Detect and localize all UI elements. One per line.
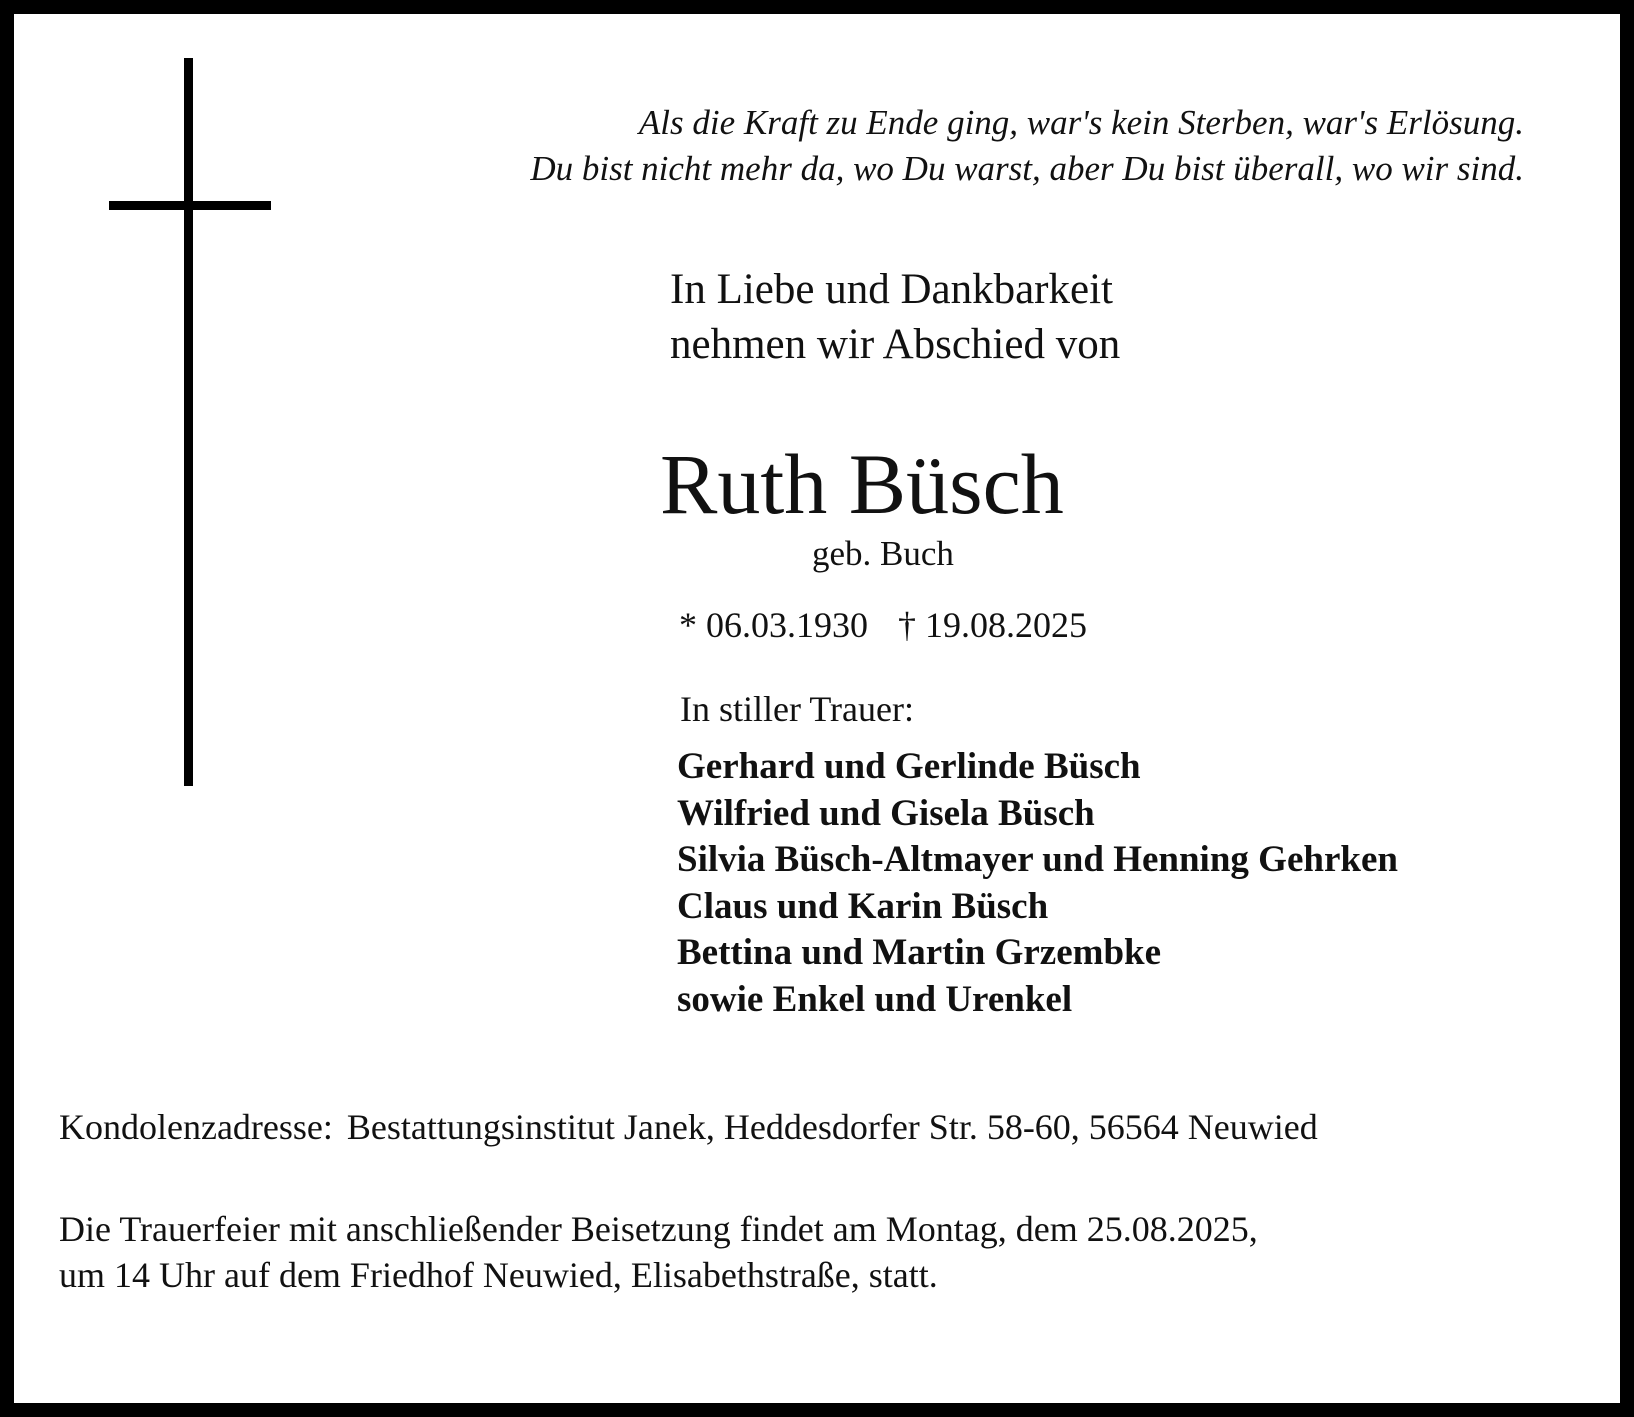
- condolence-address-text: Bestattungsinstitut Janek, Heddesdorfer Str. 58-60, 56564 Neuwied: [346, 1107, 1318, 1147]
- mourner-entry: Wilfried und Gisela Büsch: [677, 792, 1095, 834]
- intro-line-1: In Liebe und Dankbarkeit: [670, 266, 1113, 313]
- obituary-card: [14, 14, 1620, 1403]
- intro-line-2: nehmen wir Abschied von: [670, 321, 1121, 368]
- mourner-entry: Silvia Büsch-Altmayer und Henning Gehrken: [677, 839, 1398, 880]
- mourning-label: In stiller Trauer:: [680, 689, 914, 729]
- verse-line-2: Du bist nicht mehr da, wo Du warst, aber Du bist überall, wo wir sind.: [530, 149, 1524, 188]
- cross-horizontal-bar: [109, 201, 271, 210]
- life-dates: [679, 602, 1087, 648]
- condolence-label: Kondolenzadresse:: [59, 1107, 333, 1147]
- verse-line-1: Als die Kraft zu Ende ging, war's kein Sterben, war's Erlösung.: [638, 103, 1524, 142]
- birth-date: * 06.03.1930: [679, 605, 868, 645]
- funeral-notice: [59, 1206, 1258, 1298]
- mourner-entry: Bettina und Martin Grzembke: [677, 932, 1162, 973]
- deceased-name: Ruth Büsch: [660, 436, 1064, 532]
- mourner-entry: Claus und Karin Büsch: [677, 885, 1049, 927]
- funeral-line-1: Die Trauerfeier mit anschließender Beisetzung findet am Montag, dem 25.08.2025,: [59, 1209, 1258, 1249]
- mourners-list: [677, 744, 1398, 1023]
- funeral-line-2: um 14 Uhr auf dem Friedhof Neuwied, Elisabethstraße, statt.: [59, 1255, 938, 1295]
- condolence-address: [59, 1104, 1318, 1150]
- mourner-entry: Gerhard und Gerlinde Büsch: [677, 746, 1141, 787]
- cross-vertical-bar: [184, 58, 193, 786]
- death-date: † 19.08.2025: [898, 605, 1087, 645]
- memorial-verse: [530, 100, 1524, 192]
- farewell-intro: [670, 262, 1120, 372]
- maiden-name: geb. Buch: [812, 534, 954, 573]
- mourner-entry: sowie Enkel und Urenkel: [677, 978, 1073, 1020]
